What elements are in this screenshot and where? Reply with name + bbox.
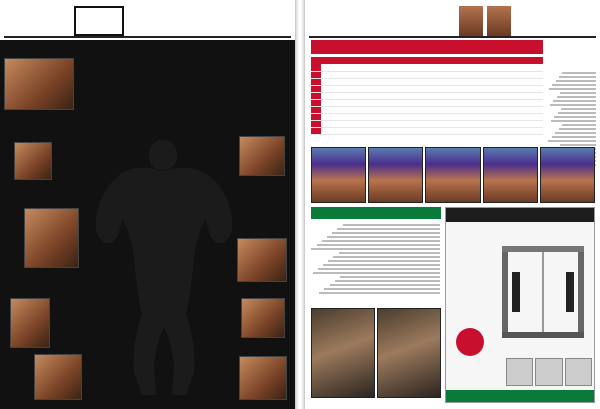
left-masthead bbox=[4, 4, 291, 38]
ad-badge bbox=[456, 328, 484, 356]
stage-photo-2 bbox=[368, 147, 423, 203]
table-cell bbox=[321, 99, 395, 106]
table-row bbox=[311, 99, 543, 106]
text-line bbox=[558, 112, 596, 114]
bodybuilder-photo-3 bbox=[241, 298, 285, 338]
bodybuilder-photo-2 bbox=[237, 238, 287, 282]
text-line bbox=[323, 264, 440, 266]
cable-machine-icon bbox=[498, 242, 588, 342]
text-line bbox=[317, 244, 441, 246]
bodybuilder-silhouette-icon bbox=[88, 130, 238, 400]
text-line bbox=[337, 228, 440, 230]
table-cell bbox=[311, 78, 321, 85]
table-cell bbox=[469, 85, 543, 92]
right-column-body bbox=[233, 128, 291, 406]
col-country bbox=[469, 57, 543, 64]
athlete-photos bbox=[311, 308, 441, 398]
table-row bbox=[311, 113, 543, 120]
text-line bbox=[328, 260, 440, 262]
text-line bbox=[335, 280, 440, 282]
bodybuilder-photo-1 bbox=[239, 136, 285, 176]
table-cell bbox=[321, 113, 395, 120]
text-line bbox=[330, 284, 441, 286]
table-row bbox=[311, 92, 543, 99]
bodybuilder-photo-4 bbox=[239, 356, 287, 400]
competition-photo-strip bbox=[311, 147, 595, 203]
table-cell bbox=[469, 106, 543, 113]
table-cell bbox=[321, 64, 395, 71]
table-cell bbox=[469, 78, 543, 85]
text-line bbox=[324, 288, 440, 290]
table-cell bbox=[321, 85, 395, 92]
text-line bbox=[552, 136, 596, 138]
table-cell bbox=[469, 120, 543, 127]
text-line bbox=[555, 132, 596, 134]
table-cell bbox=[311, 71, 321, 78]
masthead-photo-2 bbox=[487, 6, 511, 36]
table-cell bbox=[469, 99, 543, 106]
table-cell bbox=[469, 113, 543, 120]
results-table bbox=[311, 57, 543, 135]
text-line bbox=[327, 236, 440, 238]
bodybuilder-photo-9 bbox=[34, 354, 82, 400]
right-masthead bbox=[309, 4, 596, 38]
bodybuilder-photo-6 bbox=[14, 142, 52, 180]
text-line bbox=[561, 108, 596, 110]
bodybuilder-photo-8 bbox=[10, 298, 50, 348]
text-line bbox=[550, 104, 596, 106]
col-name bbox=[321, 57, 395, 64]
text-line bbox=[559, 128, 596, 130]
text-line bbox=[551, 120, 596, 122]
ad-header bbox=[446, 208, 594, 222]
text-line bbox=[556, 80, 596, 82]
text-line bbox=[548, 140, 596, 142]
table-cell bbox=[395, 78, 469, 85]
stage-photo-3 bbox=[425, 147, 480, 203]
table-cell bbox=[395, 85, 469, 92]
spine-gutter bbox=[296, 0, 304, 409]
results-table-wrap bbox=[311, 57, 543, 143]
text-line bbox=[332, 232, 440, 234]
table-cell bbox=[311, 127, 321, 134]
table-header-row bbox=[311, 57, 543, 64]
headline-banner bbox=[311, 40, 543, 54]
table-cell bbox=[469, 127, 543, 134]
text-line bbox=[560, 144, 596, 146]
table-cell bbox=[321, 127, 395, 134]
table-cell bbox=[395, 99, 469, 106]
table-cell bbox=[321, 120, 395, 127]
stage-photo-5 bbox=[540, 147, 595, 203]
text-line bbox=[311, 248, 440, 250]
text-line bbox=[340, 276, 440, 278]
table-cell bbox=[311, 106, 321, 113]
table-cell bbox=[395, 106, 469, 113]
table-cell bbox=[311, 120, 321, 127]
table-cell bbox=[395, 127, 469, 134]
stage-photo-1 bbox=[311, 147, 366, 203]
table-cell bbox=[469, 92, 543, 99]
bodybuilder-photo-7 bbox=[24, 208, 79, 268]
table-cell bbox=[311, 85, 321, 92]
text-line bbox=[553, 100, 596, 102]
ad-product-thumb bbox=[535, 358, 562, 386]
table-cell bbox=[311, 113, 321, 120]
table-row bbox=[311, 78, 543, 85]
text-line bbox=[333, 256, 440, 258]
left-column-body bbox=[4, 58, 86, 403]
table-cell bbox=[321, 106, 395, 113]
athlete-photo-2 bbox=[377, 308, 441, 398]
text-line bbox=[339, 252, 440, 254]
table-cell bbox=[321, 78, 395, 85]
table-cell bbox=[395, 120, 469, 127]
masthead-photo-1 bbox=[459, 6, 483, 36]
text-line bbox=[560, 92, 596, 94]
text-line bbox=[554, 116, 596, 118]
table-cell bbox=[469, 71, 543, 78]
table-row bbox=[311, 127, 543, 134]
ad-product-thumbs bbox=[506, 358, 592, 386]
right-page bbox=[304, 0, 600, 409]
ad-product-thumb bbox=[506, 358, 533, 386]
table-cell bbox=[321, 71, 395, 78]
table-cell bbox=[311, 92, 321, 99]
ad-footer bbox=[446, 390, 594, 402]
text-line bbox=[562, 124, 596, 126]
text-line bbox=[318, 268, 440, 270]
table-cell bbox=[311, 99, 321, 106]
table-row bbox=[311, 64, 543, 71]
section-banner bbox=[311, 207, 441, 219]
col-rank bbox=[311, 57, 321, 64]
left-page bbox=[0, 0, 296, 409]
text-line bbox=[552, 84, 596, 86]
text-line bbox=[313, 272, 440, 274]
text-line bbox=[559, 76, 596, 78]
section-body bbox=[310, 222, 440, 302]
table-row bbox=[311, 120, 543, 127]
advertisement bbox=[445, 207, 595, 403]
col-score bbox=[395, 57, 469, 64]
table-row bbox=[311, 71, 543, 78]
table-cell bbox=[321, 92, 395, 99]
table-cell bbox=[395, 71, 469, 78]
text-line bbox=[549, 88, 596, 90]
table-cell bbox=[311, 64, 321, 71]
text-line bbox=[319, 292, 440, 294]
table-cell bbox=[395, 92, 469, 99]
table-row bbox=[311, 85, 543, 92]
bodybuilder-photo-5 bbox=[4, 58, 74, 110]
athlete-photo-1 bbox=[311, 308, 375, 398]
table-cell bbox=[395, 113, 469, 120]
ad-product-thumb bbox=[565, 358, 592, 386]
text-line bbox=[562, 72, 596, 74]
text-line bbox=[343, 224, 441, 226]
text-line bbox=[557, 96, 596, 98]
table-row bbox=[311, 106, 543, 113]
table-cell bbox=[395, 64, 469, 71]
text-line bbox=[322, 240, 440, 242]
stage-photo-4 bbox=[483, 147, 538, 203]
table-cell bbox=[469, 64, 543, 71]
ifbb-logo bbox=[74, 6, 124, 36]
